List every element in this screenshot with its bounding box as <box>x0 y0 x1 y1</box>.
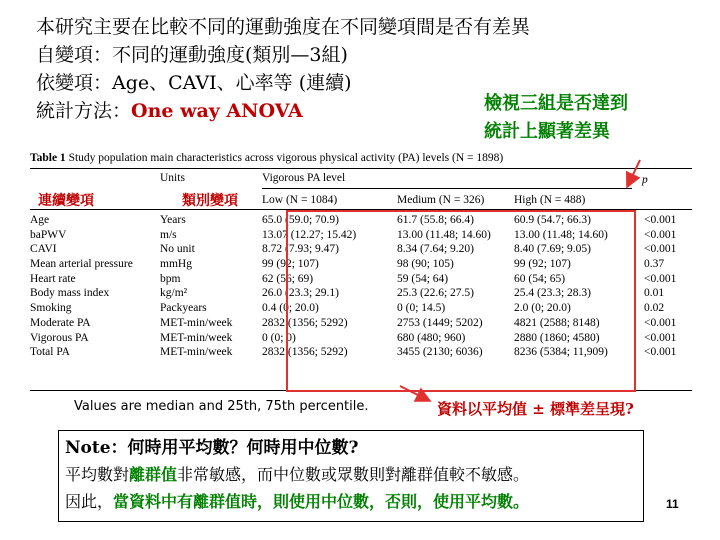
table-cell: 26.0 (23.3; 29.1) <box>262 287 339 300</box>
table-cell: 3455 (2130; 6036) <box>397 346 483 359</box>
table-cell: 680 (480; 960) <box>397 331 466 344</box>
title-line-3: 依變項：Age、CAVI、心率等 (連續) <box>36 72 352 94</box>
significance-note-line-1: 檢視三組是否達到 <box>484 93 628 114</box>
significance-note <box>484 90 628 146</box>
table-top-rule <box>30 168 692 169</box>
table-cell: <0.001 <box>644 316 677 329</box>
mean-sd-question: 資料以平均值 ± 標準差呈現? <box>437 400 634 418</box>
header-p: p <box>642 174 648 186</box>
note-line-1-a: 平均數對 <box>65 465 130 484</box>
title-line-1: 本研究主要在比較不同的運動強度在不同變項間是否有差異 <box>36 16 531 38</box>
table-cell: bpm <box>160 272 181 285</box>
page-number: 11 <box>666 497 679 511</box>
table-cell: Vigorous PA <box>30 331 89 344</box>
title-line-4 <box>36 96 303 123</box>
table-cell: No unit <box>160 243 195 256</box>
table-cell: MET-min/week <box>160 331 233 344</box>
table-cell: <0.001 <box>644 331 677 344</box>
table-cell: 0 (0; 0) <box>262 331 296 344</box>
header-units: Units <box>160 172 185 184</box>
table-cell: m/s <box>160 228 177 241</box>
table-cell: 2832 (1356; 5292) <box>262 316 348 329</box>
table-cell: Smoking <box>30 302 72 315</box>
table-cell: <0.001 <box>644 243 677 256</box>
highlight-box <box>286 210 636 392</box>
table-cell: Packyears <box>160 302 207 315</box>
table-cell: 0 (0; 14.5) <box>397 302 446 315</box>
table-cell: Moderate PA <box>30 316 91 329</box>
table-cell: 8.34 (7.64; 9.20) <box>397 243 474 256</box>
table-cell: Age <box>30 214 50 226</box>
categorical-variable-label: 類別變項 <box>182 193 238 209</box>
table-cell: Body mass index <box>30 287 110 300</box>
header-high: High (N = 488) <box>514 194 586 206</box>
table-cell: 99 (92; 107) <box>262 258 319 271</box>
note-box <box>58 430 644 522</box>
table-cell: 13.07 (12.27; 15.42) <box>262 228 357 241</box>
note-line-1-b: 離群值 <box>129 465 178 484</box>
table-cell: 13.00 (11.48; 14.60) <box>514 228 608 241</box>
table-cell: <0.001 <box>644 228 677 241</box>
table-caption-text: Study population main characteristics across vigorous physical activity (PA) levels (N = 1898) <box>68 152 504 164</box>
note-line-1-c: 非常敏感，而中位數或眾數則對離群值較不敏感。 <box>177 465 530 484</box>
table-footnote: Values are median and 25th, 75th percentile. <box>74 399 369 414</box>
table-cell: 99 (92; 107) <box>514 258 571 271</box>
note-line-2-b: 當資料中有離群值時，則使用中位數，否則，使用平均數。 <box>113 492 530 511</box>
table-cell: 61.7 (55.8; 66.4) <box>397 214 474 226</box>
method-prefix: 統計方法： <box>36 100 132 122</box>
table-cell: 0.4 (0; 20.0) <box>262 302 319 315</box>
table-cell: 25.4 (23.3; 28.3) <box>514 287 591 300</box>
table-cell: CAVI <box>30 243 57 256</box>
note-line-2-a: 因此， <box>65 492 114 511</box>
table-cell: <0.001 <box>644 214 677 226</box>
continuous-variable-label: 連續變項 <box>38 193 94 209</box>
table-caption <box>30 152 503 164</box>
table-cell: MET-min/week <box>160 346 233 359</box>
header-low: Low (N = 1084) <box>262 194 338 206</box>
table-cell: 0.02 <box>644 302 665 315</box>
table-cell: 98 (90; 105) <box>397 258 454 271</box>
table-cell: 62 (56; 69) <box>262 272 314 285</box>
table-cell: 2832 (1356; 5292) <box>262 346 348 359</box>
table-cell: 4821 (2588; 8148) <box>514 316 600 329</box>
title-line-2: 自變項：不同的運動強度(類別—3組) <box>36 44 348 66</box>
table-cell: 60.9 (54.7; 66.3) <box>514 214 591 226</box>
table-cell: 8.72 (7.93; 9.47) <box>262 243 339 256</box>
note-line-1 <box>65 462 529 485</box>
table-caption-label: Table 1 <box>30 152 66 164</box>
table-cell: 0.37 <box>644 258 665 271</box>
significance-note-line-2: 統計上顯著差異 <box>484 121 610 142</box>
table-cell: 8.40 (7.69; 9.05) <box>514 243 591 256</box>
table-cell: Heart rate <box>30 272 76 285</box>
table-cell: <0.001 <box>644 346 677 359</box>
table-cell: Total PA <box>30 346 70 359</box>
header-vigorous-pa: Vigorous PA level <box>262 172 346 184</box>
header-medium: Medium (N = 326) <box>397 194 485 206</box>
header-underline <box>262 188 632 189</box>
table-cell: baPWV <box>30 228 67 241</box>
table-cell: Years <box>160 214 186 226</box>
table-cell: 13.00 (11.48; 14.60) <box>397 228 491 241</box>
note-line-2 <box>65 489 529 512</box>
table-cell: 2753 (1449; 5202) <box>397 316 483 329</box>
note-title: Note：何時用平均數？何時用中位數? <box>65 438 359 458</box>
table-cell: 59 (54; 64) <box>397 272 449 285</box>
table-cell: Mean arterial pressure <box>30 258 133 271</box>
table-cell: 8236 (5384; 11,909) <box>514 346 608 359</box>
table-cell: 2.0 (0; 20.0) <box>514 302 571 315</box>
table-cell: 60 (54; 65) <box>514 272 566 285</box>
table-cell: <0.001 <box>644 272 677 285</box>
method-name: One way ANOVA <box>131 100 303 122</box>
table-cell: 25.3 (22.6; 27.5) <box>397 287 474 300</box>
table-cell: 2880 (1860; 4580) <box>514 331 600 344</box>
table-cell: 0.01 <box>644 287 665 300</box>
table-cell: 65.0 (59.0; 70.9) <box>262 214 339 226</box>
table-cell: MET-min/week <box>160 316 233 329</box>
table-cell: kg/m² <box>160 287 188 300</box>
table-cell: mmHg <box>160 258 192 271</box>
